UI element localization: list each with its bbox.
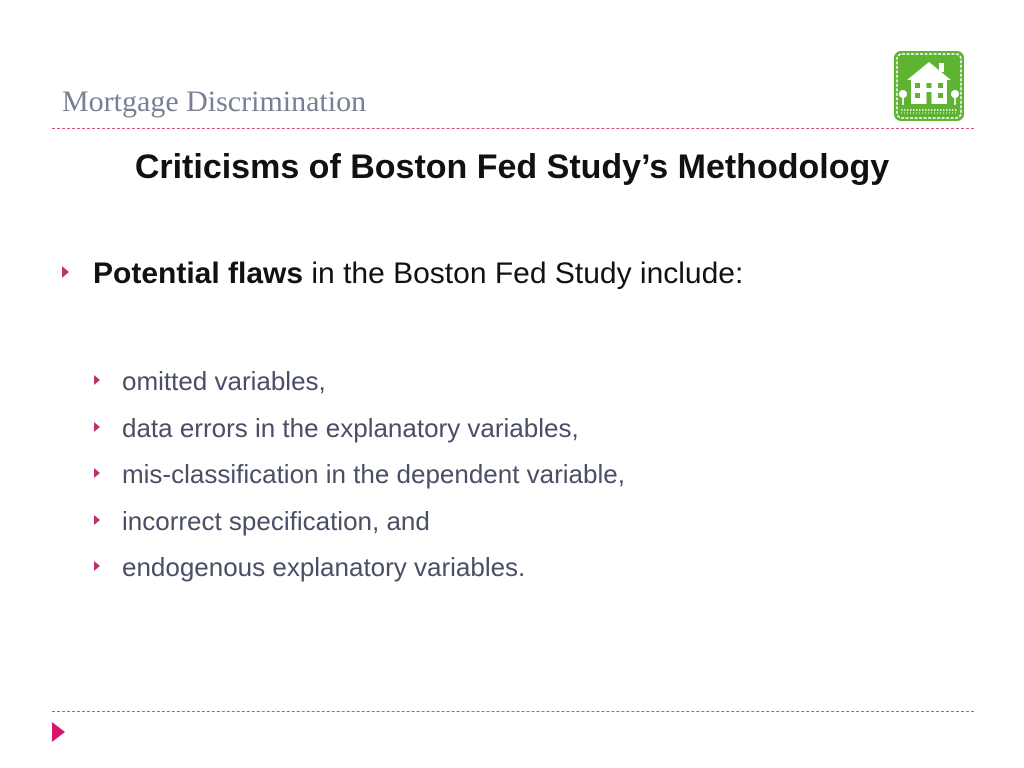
bullet-arrow-icon xyxy=(94,515,100,525)
bullet-arrow-icon xyxy=(94,468,100,478)
list-item-text: mis-classification in the dependent variable, xyxy=(122,459,625,489)
main-point-lead: Potential flaws xyxy=(93,257,304,290)
list-item-text: data errors in the explanatory variables, xyxy=(122,412,579,443)
subpoint-list xyxy=(94,358,625,591)
list-item xyxy=(94,405,625,452)
bullet-arrow-icon xyxy=(94,375,100,385)
section-title: Mortgage Discrimination xyxy=(62,85,367,118)
header-divider xyxy=(52,128,974,129)
main-bullet-point xyxy=(62,254,962,294)
house-icon xyxy=(893,50,965,122)
bullet-arrow-icon xyxy=(94,561,100,571)
slide-heading: Criticisms of Boston Fed Study’s Methodology xyxy=(134,148,890,186)
bullet-arrow-icon xyxy=(94,422,100,432)
bullet-arrow-icon xyxy=(62,266,69,278)
list-item xyxy=(94,498,625,545)
main-point-text: in the Boston Fed Study include: xyxy=(303,257,744,290)
list-item xyxy=(94,544,625,591)
list-item xyxy=(94,451,625,498)
list-item-text: omitted variables, xyxy=(122,366,326,396)
corner-triangle-icon xyxy=(52,722,65,742)
footer-divider xyxy=(52,711,974,712)
list-item-text: incorrect specification, and xyxy=(122,505,430,536)
list-item-text: endogenous explanatory variables. xyxy=(122,552,526,582)
list-item xyxy=(94,358,625,405)
